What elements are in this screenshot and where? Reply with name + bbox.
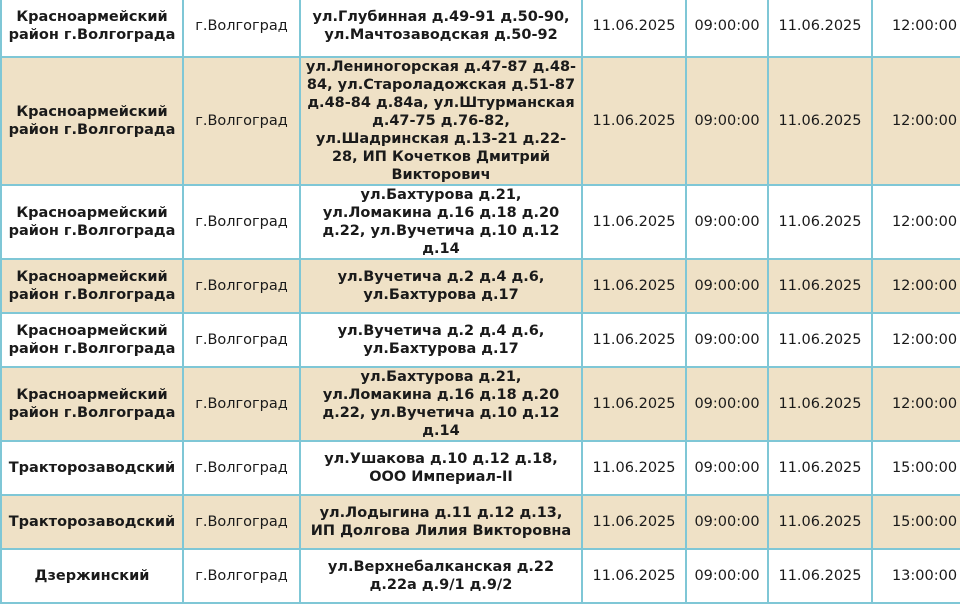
start-date-cell: 11.06.2025 [582,185,686,259]
address-cell: ул.Вучетича д.2 д.4 д.6, ул.Бахтурова д.17 [300,259,582,313]
area-cell: Красноармейский район г.Волгограда [1,313,183,367]
table-row [1,259,960,313]
end-date-cell: 11.06.2025 [768,549,872,603]
end-time-cell: 12:00:00 [872,313,960,367]
start-date-cell: 11.06.2025 [582,57,686,185]
table-row [1,549,960,603]
start-time-cell: 09:00:00 [686,495,768,549]
end-date-cell: 11.06.2025 [768,441,872,495]
address-cell: ул.Глубинная д.49-91 д.50-90, ул.Мачтозаводская д.50-92 [300,0,582,57]
start-time-cell: 09:00:00 [686,185,768,259]
start-date-cell: 11.06.2025 [582,367,686,441]
address-cell: ул.Верхнебалканская д.22 д.22а д.9/1 д.9/2 [300,549,582,603]
start-time-cell: 09:00:00 [686,441,768,495]
city-cell: г.Волгоград [183,313,300,367]
city-cell: г.Волгоград [183,57,300,185]
table-row [1,495,960,549]
start-date-cell: 11.06.2025 [582,441,686,495]
end-date-cell: 11.06.2025 [768,367,872,441]
end-time-cell: 12:00:00 [872,367,960,441]
table-row [1,57,960,185]
area-cell: Красноармейский район г.Волгограда [1,367,183,441]
end-date-cell: 11.06.2025 [768,259,872,313]
table-row [1,313,960,367]
start-date-cell: 11.06.2025 [582,495,686,549]
start-time-cell: 09:00:00 [686,259,768,313]
city-cell: г.Волгоград [183,367,300,441]
end-date-cell: 11.06.2025 [768,57,872,185]
area-cell: Красноармейский район г.Волгограда [1,0,183,57]
address-cell: ул.Вучетича д.2 д.4 д.6, ул.Бахтурова д.17 [300,313,582,367]
table-row [1,367,960,441]
start-time-cell: 09:00:00 [686,313,768,367]
table-row [1,185,960,259]
address-cell: ул.Бахтурова д.21, ул.Ломакина д.16 д.18 д.20 д.22, ул.Вучетича д.10 д.12 д.14 [300,367,582,441]
end-date-cell: 11.06.2025 [768,495,872,549]
area-cell: Дзержинский [1,549,183,603]
table-row [1,441,960,495]
start-date-cell: 11.06.2025 [582,313,686,367]
end-time-cell: 12:00:00 [872,57,960,185]
city-cell: г.Волгоград [183,259,300,313]
end-time-cell: 12:00:00 [872,0,960,57]
city-cell: г.Волгоград [183,549,300,603]
address-cell: ул.Ушакова д.10 д.12 д.18, ООО Империал-II [300,441,582,495]
end-date-cell: 11.06.2025 [768,185,872,259]
city-cell: г.Волгоград [183,441,300,495]
end-time-cell: 12:00:00 [872,185,960,259]
city-cell: г.Волгоград [183,0,300,57]
start-time-cell: 09:00:00 [686,367,768,441]
area-cell: Красноармейский район г.Волгограда [1,259,183,313]
area-cell: Тракторозаводский [1,441,183,495]
end-date-cell: 11.06.2025 [768,0,872,57]
end-date-cell: 11.06.2025 [768,313,872,367]
end-time-cell: 12:00:00 [872,259,960,313]
address-cell: ул.Лодыгина д.11 д.12 д.13, ИП Долгова Лилия Викторовна [300,495,582,549]
end-time-cell: 15:00:00 [872,495,960,549]
city-cell: г.Волгоград [183,495,300,549]
address-cell: ул.Лениногорская д.47-87 д.48-84, ул.Староладожская д.51-87 д.48-84 д.84а, ул.Штурманская д.47-75 д.76-82, ул.Шадринская д.13-21 д.22-28, ИП Кочетков Дмитрий Викторович [300,57,582,185]
area-cell: Красноармейский район г.Волгограда [1,57,183,185]
table-row [1,0,960,57]
start-time-cell: 09:00:00 [686,549,768,603]
end-time-cell: 13:00:00 [872,549,960,603]
start-date-cell: 11.06.2025 [582,259,686,313]
start-date-cell: 11.06.2025 [582,549,686,603]
address-cell: ул.Бахтурова д.21, ул.Ломакина д.16 д.18 д.20 д.22, ул.Вучетича д.10 д.12 д.14 [300,185,582,259]
start-time-cell: 09:00:00 [686,57,768,185]
start-time-cell: 09:00:00 [686,0,768,57]
end-time-cell: 15:00:00 [872,441,960,495]
area-cell: Тракторозаводский [1,495,183,549]
start-date-cell: 11.06.2025 [582,0,686,57]
city-cell: г.Волгоград [183,185,300,259]
area-cell: Красноармейский район г.Волгограда [1,185,183,259]
